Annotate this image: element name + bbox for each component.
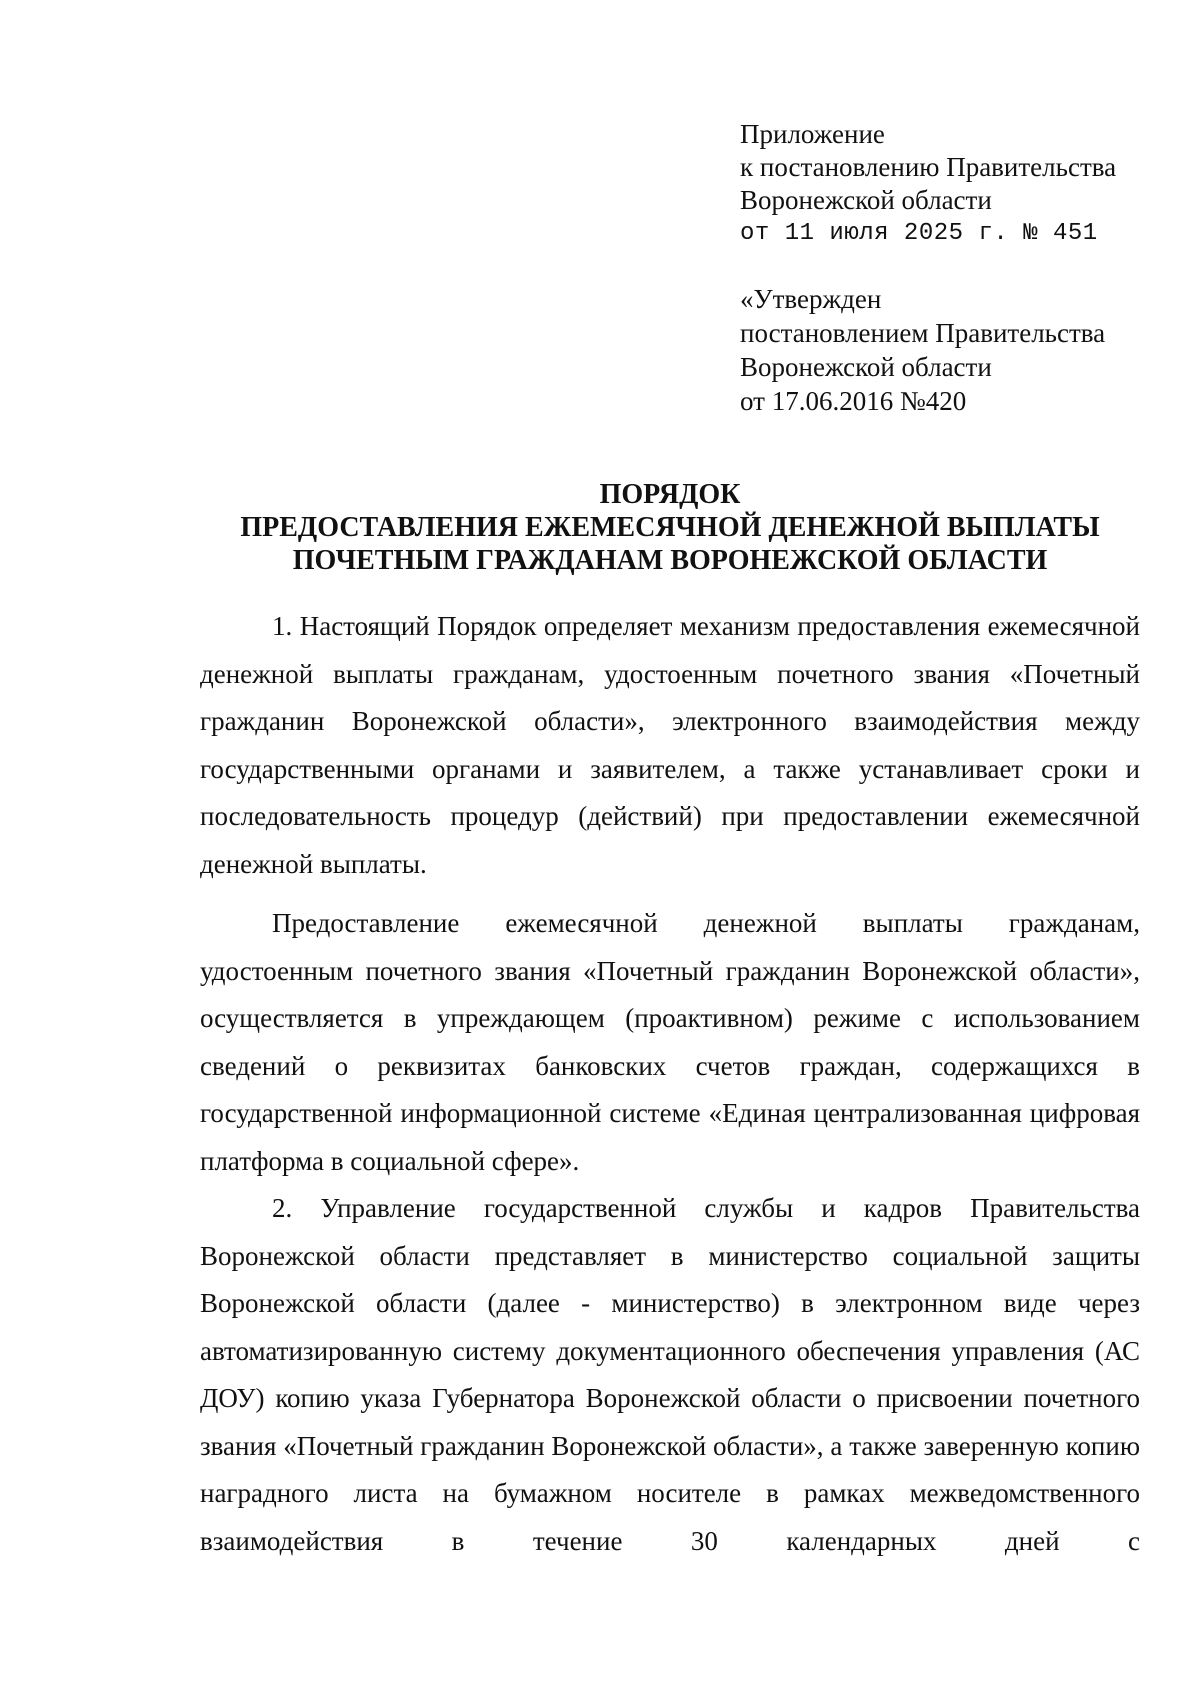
document-title	[200, 478, 1140, 577]
appendix-region: Воронежской области	[740, 185, 992, 215]
paragraph-2: Предоставление ежемесячной денежной выплаты гражданам, удостоенным почетного звания «Почетный гражданин Воронежской области», осуществляется в упреждающем (проактивном) режиме с использованием сведений о реквизитах банковских счетов граждан, содержащихся в государственной информационной системе «Единая централизованная цифровая платформа в социальной сфере».	[200, 908, 1140, 1176]
document-body	[200, 603, 1140, 1565]
title-line-2: ПРЕДОСТАВЛЕНИЯ ЕЖЕМЕСЯЧНОЙ ДЕНЕЖНОЙ ВЫПЛАТЫ	[240, 512, 1100, 543]
approved-block	[740, 282, 1105, 418]
title-line-1: ПОРЯДОК	[599, 479, 741, 510]
paragraph-3-text: 2. Управление государственной службы и кадров Правительства Воронежской области представляет в министерство социальной защиты Воронежской области (далее - министерство) в электронном виде через автоматизированную систему документационного обеспечения управления (АС ДОУ) копию указа Губернатора Воронежской области о присвоении почетного звания «Почетный гражданин Воронежской области», а также заверенную копию наградного листа на бумажном носителе в рамках межведомственного взаимодействия в течение 30 календарных дней с	[200, 1193, 1140, 1556]
approved-region: Воронежской области	[740, 352, 992, 382]
appendix-block	[740, 118, 1116, 250]
appendix-label: Приложение	[740, 119, 885, 149]
appendix-date-number: от 11 июля 2025 г. № 451	[740, 220, 1098, 247]
paragraph-3	[200, 1185, 1140, 1565]
paragraph-1: 1. Настоящий Порядок определяет механизм предоставления ежемесячной денежной выплаты гражданам, удостоенным почетного звания «Почетный гражданин Воронежской области», электронного взаимодействия между государственными органами и заявителем, а также устанавливает сроки и последовательность процедур (действий) при предоставлении ежемесячной денежной выплаты.	[200, 611, 1140, 879]
appendix-resolution: к постановлению Правительства	[740, 152, 1117, 182]
title-line-3: ПОЧЕТНЫМ ГРАЖДАНАМ ВОРОНЕЖСКОЙ ОБЛАСТИ	[292, 545, 1048, 576]
approved-date-number: от 17.06.2016 №420	[740, 386, 967, 416]
approved-label: «Утвержден	[740, 284, 882, 314]
approved-resolution: постановлением Правительства	[740, 318, 1106, 348]
